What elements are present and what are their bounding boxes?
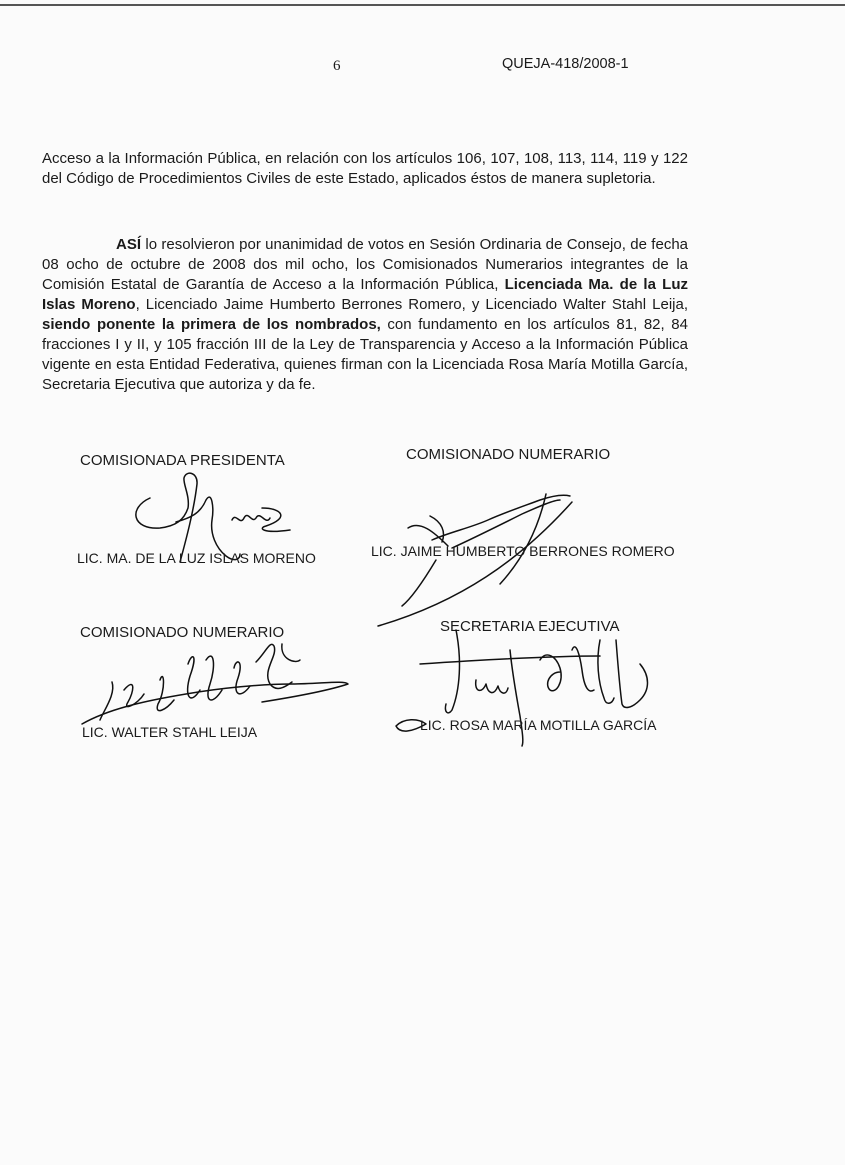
signature-name-numerario-2: LIC. WALTER STAHL LEIJA bbox=[82, 724, 258, 740]
rapporteur-name: Licenciada Ma. de la Luz Islas Moreno bbox=[42, 276, 688, 313]
signature-title-secretaria: SECRETARIA EJECUTIVA bbox=[440, 618, 620, 635]
resolution-text-2: , Licenciado Jaime Humberto Berrones Romero, y Licenciado Walter Stahl Leija, bbox=[135, 296, 688, 313]
signature-name-numerario-1: LIC. JAIME HUMBERTO BERRONES ROMERO bbox=[371, 543, 675, 559]
paragraph-legal-basis: Acceso a la Información Pública, en relación con los artículos 106, 107, 108, 113, 114, 119 y 122 del Código de Procedimientos Civiles de este Estado, aplicados éstos de manera supletoria. bbox=[42, 150, 688, 187]
signature-berrones-romero bbox=[378, 494, 572, 626]
signature-title-numerario-1: COMISIONADO NUMERARIO bbox=[406, 446, 611, 463]
signature-stahl-leija bbox=[82, 644, 348, 724]
case-number: QUEJA-418/2008-1 bbox=[502, 56, 629, 72]
resolution-text-3: con fundamento en los artículos 81, 82, 84 fracciones I y II, y 105 fracción III de la Ley de Transparencia y Acceso a la Información Pública vigente en esta Entidad Federativa, quienes firman con la Licenciada Rosa María Motilla García, Secretaria Ejecutiva que autoriza y da fe. bbox=[42, 316, 688, 393]
signature-title-numerario-2: COMISIONADO NUMERARIO bbox=[80, 624, 285, 641]
rapporteur-note: siendo ponente la primera de los nombrados, bbox=[42, 316, 381, 333]
signature-islas-moreno bbox=[136, 473, 290, 562]
signature-title-presidenta: COMISIONADA PRESIDENTA bbox=[80, 452, 285, 469]
signature-name-secretaria: LIC. ROSA MARÍA MOTILLA GARCÍA bbox=[420, 717, 657, 733]
signature-name-presidenta: LIC. MA. DE LA LUZ ISLAS MORENO bbox=[77, 550, 316, 566]
page-number: 6 bbox=[333, 58, 341, 74]
resolution-text-1: lo resolvieron por unanimidad de votos en Sesión Ordinaria de Consejo, de fecha 08 ocho de octubre de 2008 dos mil ocho, los Comisionados Numerarios integrantes de la Comisión Estatal de Garantía de Acceso a la Información Pública, bbox=[42, 236, 688, 293]
resolution-opening: ASÍ bbox=[116, 236, 142, 253]
